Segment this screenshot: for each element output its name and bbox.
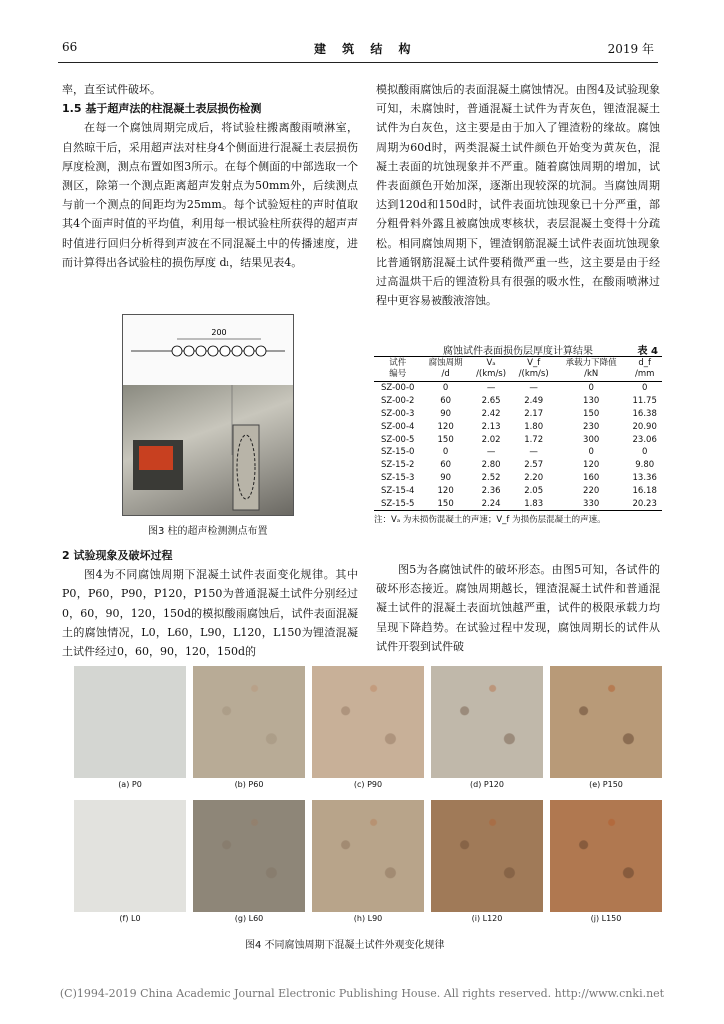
table-row bbox=[374, 420, 662, 433]
table-row bbox=[374, 408, 662, 421]
specimen-photo-p120 bbox=[431, 666, 543, 789]
table-cell: 220 bbox=[583, 485, 600, 496]
table-cell: SZ-00-2 bbox=[381, 396, 415, 407]
specimen-photo-p150 bbox=[550, 666, 662, 789]
year: 2019 年 bbox=[607, 42, 654, 56]
dimension-label: 200 bbox=[211, 328, 227, 337]
specimen-image bbox=[550, 800, 662, 912]
subfigure-label: (g) L60 bbox=[234, 914, 264, 923]
table-cell: 90 bbox=[440, 408, 452, 419]
table-cell: 160 bbox=[583, 472, 600, 483]
table-cell: — bbox=[486, 447, 496, 458]
running-header bbox=[58, 40, 658, 63]
table-cell: SZ-15-5 bbox=[381, 498, 415, 509]
right-column-lower bbox=[376, 560, 660, 656]
table-cell: 330 bbox=[583, 498, 600, 509]
table-number: 表 4 bbox=[637, 346, 658, 357]
table-cell: 20.90 bbox=[632, 421, 657, 432]
measuring-point-diagram bbox=[123, 315, 293, 386]
table-cell: 2.80 bbox=[481, 460, 501, 471]
table-cell: 0 bbox=[641, 383, 648, 394]
table-title: 腐蚀试件表面损伤层厚度计算结果 bbox=[443, 346, 593, 357]
table-row bbox=[374, 433, 662, 446]
table-cell: SZ-00-0 bbox=[381, 383, 415, 394]
page-number: 66 bbox=[62, 40, 78, 54]
table-cell: SZ-15-4 bbox=[381, 485, 415, 496]
table-cell: 2.05 bbox=[524, 485, 544, 496]
specimen-photo-l150 bbox=[550, 800, 662, 923]
paragraph: 模拟酸雨腐蚀后的表面混凝土腐蚀情况。由图4及试验现象可知，未腐蚀时，普通混凝土试件为青灰色，锂渣混凝土试件为白灰色，这主要是由于加入了锂渣粉的缘故。腐蚀周期为60d时，两类混凝土试件颜色开始变为黄灰色，混凝土表面的坑蚀现象并不严重。随着腐蚀周期的增加，试件表面颜色开始加深，逐渐出现较深的坑洞。当腐蚀周期达到120d和150d时，试件表面坑蚀现象已十分严重，部分粗骨料外露且被腐蚀成枣核状，表层混凝土变得十分疏松。相同腐蚀周期下，锂渣钢筋混凝土试件表面坑蚀现象比普通钢筋混凝土试件要稍微严重一些，这主要是由于经过高温烘干后的锂渣粉具有很强的吸水性，在酸雨喷淋过程中更容易被酸液溶蚀。 bbox=[376, 83, 660, 308]
figure-4-caption: 图4 不同腐蚀周期下混凝土试件外观变化规律 bbox=[245, 940, 445, 951]
table-cell: 1.72 bbox=[524, 434, 544, 445]
table-note: 注：Vₐ 为未损伤混凝土的声速；V_f 为损伤层混凝土的声速。 bbox=[374, 514, 606, 525]
specimen-photo-l0 bbox=[74, 800, 186, 923]
specimen-image bbox=[193, 800, 305, 912]
table-cell: 1.80 bbox=[524, 421, 544, 432]
table-cell: 2.65 bbox=[481, 396, 501, 407]
table-cell: 2.24 bbox=[481, 498, 501, 509]
table-cell: 0 bbox=[641, 447, 648, 458]
table-cell: 2.17 bbox=[524, 408, 544, 419]
table-cell: 2.57 bbox=[524, 460, 544, 471]
table-cell: 1.83 bbox=[524, 498, 544, 509]
table-cell: 2.13 bbox=[481, 421, 501, 432]
table-row bbox=[374, 395, 662, 408]
table-cell: — bbox=[529, 447, 538, 458]
paragraph: 率，直至试件破坏。 bbox=[62, 83, 161, 96]
table-cell: 0 bbox=[588, 383, 594, 394]
table-cell: 2.49 bbox=[524, 396, 544, 407]
table-row bbox=[374, 459, 662, 472]
specimen-photo-p90 bbox=[312, 666, 424, 789]
table-header: d_f /mm bbox=[627, 357, 662, 382]
table-cell: 60 bbox=[440, 460, 452, 471]
table-cell: SZ-00-3 bbox=[381, 408, 415, 419]
table-4 bbox=[374, 342, 662, 525]
subfigure-label: (c) P90 bbox=[353, 780, 383, 789]
subfigure-label: (a) P0 bbox=[118, 780, 142, 789]
table-cell: 2.20 bbox=[524, 472, 544, 483]
table-cell: SZ-15-3 bbox=[381, 472, 415, 483]
table-cell: 60 bbox=[440, 396, 452, 407]
ultrasonic-test-photo bbox=[123, 385, 293, 515]
table-header: 承载力下降值 /kN bbox=[555, 357, 627, 382]
specimen-image bbox=[74, 666, 186, 778]
left-column bbox=[62, 80, 358, 272]
left-column-lower bbox=[62, 546, 358, 661]
table-cell: 0 bbox=[442, 447, 449, 458]
table-cell: 120 bbox=[437, 421, 454, 432]
table-cell: 150 bbox=[437, 434, 454, 445]
table-cell: 120 bbox=[437, 485, 454, 496]
specimen-photo-l90 bbox=[312, 800, 424, 923]
paragraph: 图5为各腐蚀试件的破坏形态。由图5可知，各试件的破坏形态接近。腐蚀周期越长，锂渣混凝土试件和普通混凝土试件的混凝土表面坑蚀越严重，试件的极限承载力均呈现下降趋势。在试验过程中发现，腐蚀周期长的试件从试件开裂到试件破 bbox=[376, 563, 660, 653]
paragraph: 图4为不同腐蚀周期下混凝土试件表面变化规律。其中P0，P60，P90，P120，P150为普通混凝土试件分别经过0，60，90，120，150d的模拟酸雨腐蚀后，试件表面混凝土的腐蚀情况，L0，L60，L90，L120，L150为锂渣混凝土试件经过0，60，90，120，150d的 bbox=[62, 568, 358, 659]
specimen-photo-p60 bbox=[193, 666, 305, 789]
subfigure-label: (j) L150 bbox=[590, 914, 622, 923]
specimen-image bbox=[312, 666, 424, 778]
table-cell: 2.02 bbox=[481, 434, 501, 445]
specimen-image bbox=[74, 800, 186, 912]
table-cell: 0 bbox=[588, 447, 594, 458]
specimen-image bbox=[312, 800, 424, 912]
subfigure-label: (d) P120 bbox=[470, 780, 504, 789]
right-column bbox=[376, 80, 660, 310]
journal-title: 建 筑 结 构 bbox=[314, 42, 417, 56]
figure-3-caption: 图3 柱的超声检测测点布置 bbox=[148, 526, 268, 537]
subfigure-label: (i) L120 bbox=[471, 914, 503, 923]
table-cell: — bbox=[486, 383, 496, 394]
specimen-image bbox=[550, 666, 662, 778]
table-header: 腐蚀周期 /d bbox=[421, 357, 469, 382]
table-cell: 150 bbox=[583, 408, 600, 419]
specimen-photo-p0 bbox=[74, 666, 186, 789]
section-heading-2: 2 试验现象及破坏过程 bbox=[62, 549, 173, 562]
table-cell: 23.06 bbox=[632, 434, 657, 445]
table-cell: 11.75 bbox=[632, 396, 657, 407]
specimen-image bbox=[431, 666, 543, 778]
table-row bbox=[374, 497, 662, 510]
table-cell: 2.42 bbox=[481, 408, 501, 419]
table-header: V_f /(km/s) bbox=[512, 357, 555, 382]
table-cell: 9.80 bbox=[635, 460, 655, 471]
figure-3 bbox=[122, 314, 294, 516]
table-cell: 16.38 bbox=[632, 408, 657, 419]
table-cell: 90 bbox=[440, 472, 452, 483]
table-cell: SZ-15-0 bbox=[381, 447, 415, 458]
table-cell: 16.18 bbox=[632, 485, 657, 496]
table-header: Vₐ /(km/s) bbox=[470, 357, 513, 382]
table-cell: SZ-15-2 bbox=[381, 460, 415, 471]
subfigure-label: (h) L90 bbox=[353, 914, 383, 923]
table-cell: 230 bbox=[583, 421, 600, 432]
subfigure-label: (e) P150 bbox=[589, 780, 623, 789]
table-cell: 300 bbox=[583, 434, 600, 445]
paragraph: 在每一个腐蚀周期完成后，将试验柱搬离酸雨喷淋室，自然晾干后，采用超声法对柱身4个侧面进行混凝土表层损伤厚度检测，测点布置如图3所示。在每个侧面的中部选取一个测区，除第一个测点距离超声发射点为50mm外，后续测点与前一个测点的间距均为25mm。每个试验短柱的声时值取其4个面声时值的平均值，利用每一根试验柱所获得的超声声时值进行回归分析得到声波在不同混凝土中的传播速度，进而计算得出各试验柱的损伤厚度 dₗ，结果见表4。 bbox=[62, 121, 358, 269]
specimen-image bbox=[431, 800, 543, 912]
table-row bbox=[374, 484, 662, 497]
table-cell: 2.36 bbox=[481, 485, 501, 496]
specimen-image bbox=[193, 666, 305, 778]
table-cell: 2.52 bbox=[481, 472, 501, 483]
table-cell: — bbox=[529, 383, 538, 394]
specimen-photo-l120 bbox=[431, 800, 543, 923]
table-row bbox=[374, 446, 662, 459]
table-cell: 130 bbox=[583, 396, 600, 407]
table-row bbox=[374, 472, 662, 485]
table-cell: SZ-00-5 bbox=[381, 434, 415, 445]
subfigure-label: (b) P60 bbox=[234, 780, 264, 789]
table-row bbox=[374, 382, 662, 395]
specimen-photo-l60 bbox=[193, 800, 305, 923]
copyright-footer: (C)1994-2019 China Academic Journal Electronic Publishing House. All rights reserved. http://www.cnki.net bbox=[59, 987, 665, 1000]
table-cell: 150 bbox=[437, 498, 454, 509]
table-header: 试件 编号 bbox=[374, 357, 421, 382]
section-heading-1-5: 1.5 基于超声法的柱混凝土表层损伤检测 bbox=[62, 102, 262, 116]
table-cell: 0 bbox=[442, 383, 449, 394]
table-cell: SZ-00-4 bbox=[381, 421, 415, 432]
table-cell: 13.36 bbox=[632, 472, 657, 483]
subfigure-label: (f) L0 bbox=[119, 914, 141, 923]
table-cell: 20.23 bbox=[632, 498, 657, 509]
table-cell: 120 bbox=[583, 460, 600, 471]
